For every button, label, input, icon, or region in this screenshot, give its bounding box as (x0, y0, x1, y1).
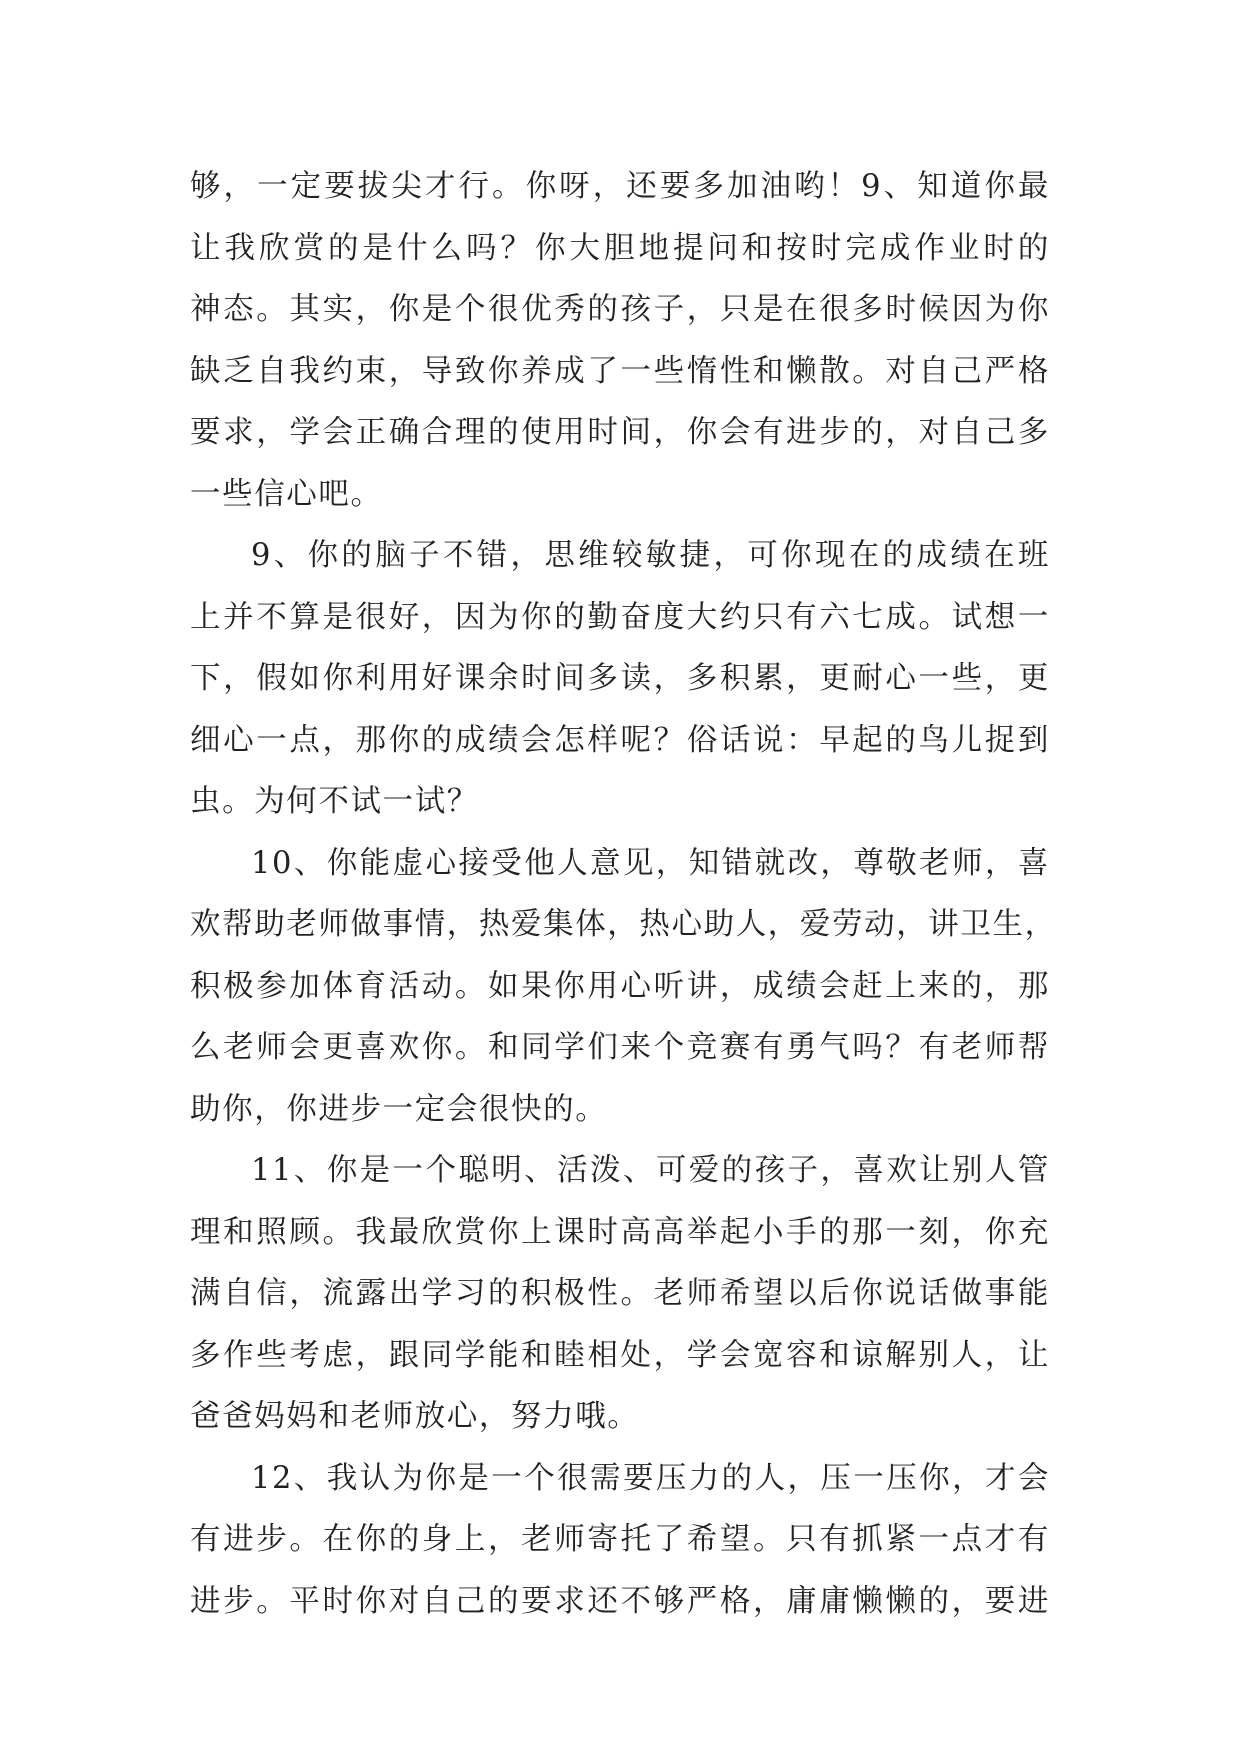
text-line: 9、你的脑子不错，思维较敏捷，可你现在的成绩在班 (251, 538, 1050, 573)
text-line: 下，假如你利用好课余时间多读，多积累，更耐心一些，更 (190, 661, 1050, 696)
document-body (190, 156, 1057, 1632)
text-line: 要求，学会正确合理的使用时间，你会有进步的，对自己多 (190, 415, 1050, 450)
text-line: 12、我认为你是一个很需要压力的人，压一压你，才会 (251, 1460, 1050, 1496)
text-line: 多作些考虑，跟同学能和睦相处，学会宽容和谅解别人，让 (190, 1337, 1050, 1373)
text-line: 11、你是一个聪明、活泼、可爱的孩子，喜欢让别人管 (251, 1153, 1050, 1188)
text-line: 么老师会更喜欢你。和同学们来个竞赛有勇气吗？有老师帮 (190, 1030, 1050, 1065)
paragraph-11 (190, 1140, 1050, 1448)
paragraph-9 (190, 525, 1050, 833)
text-line: 满自信，流露出学习的积极性。老师希望以后你说话做事能 (190, 1276, 1050, 1311)
text-line: 理和照顾。我最欣赏你上课时高高举起小手的那一刻，你充 (190, 1214, 1050, 1250)
text-line: 虫。为何不试一试？ (190, 784, 479, 819)
text-line: 10、你能虚心接受他人意见，知错就改，尊敬老师，喜 (251, 845, 1050, 881)
text-line: 神态。其实，你是个很优秀的孩子，只是在很多时候因为你 (190, 292, 1050, 327)
text-line: 上并不算是很好，因为你的勤奋度大约只有六七成。试想一 (190, 599, 1050, 635)
text-line: 一些信心吧。 (190, 476, 383, 512)
paragraph-10 (190, 833, 1057, 1141)
text-line: 让我欣赏的是什么吗？你大胆地提问和按时完成作业时的 (190, 230, 1050, 266)
text-line: 缺乏自我约束，导致你养成了一些惰性和懒散。对自己严格 (190, 353, 1050, 389)
text-line: 进步。平时你对自己的要求还不够严格，庸庸懒懒的，要进 (190, 1583, 1050, 1619)
text-line: 积极参加体育活动。如果你用心听讲，成绩会赶上来的，那 (190, 968, 1050, 1004)
paragraph-continued (190, 156, 1050, 525)
text-line: 助你，你进步一定会很快的。 (190, 1091, 608, 1127)
text-line: 有进步。在你的身上，老师寄托了希望。只有抓紧一点才有 (190, 1522, 1050, 1557)
text-line: 细心一点，那你的成绩会怎样呢？俗话说：早起的鸟儿捉到 (190, 722, 1050, 758)
paragraph-12 (190, 1448, 1050, 1633)
text-line: 欢帮助老师做事情，热爱集体，热心助人，爱劳动，讲卫生， (190, 907, 1057, 942)
text-line: 爸爸妈妈和老师放心，努力哦。 (190, 1399, 640, 1434)
text-line: 够，一定要拔尖才行。你呀，还要多加油哟！9、知道你最 (190, 169, 1050, 204)
